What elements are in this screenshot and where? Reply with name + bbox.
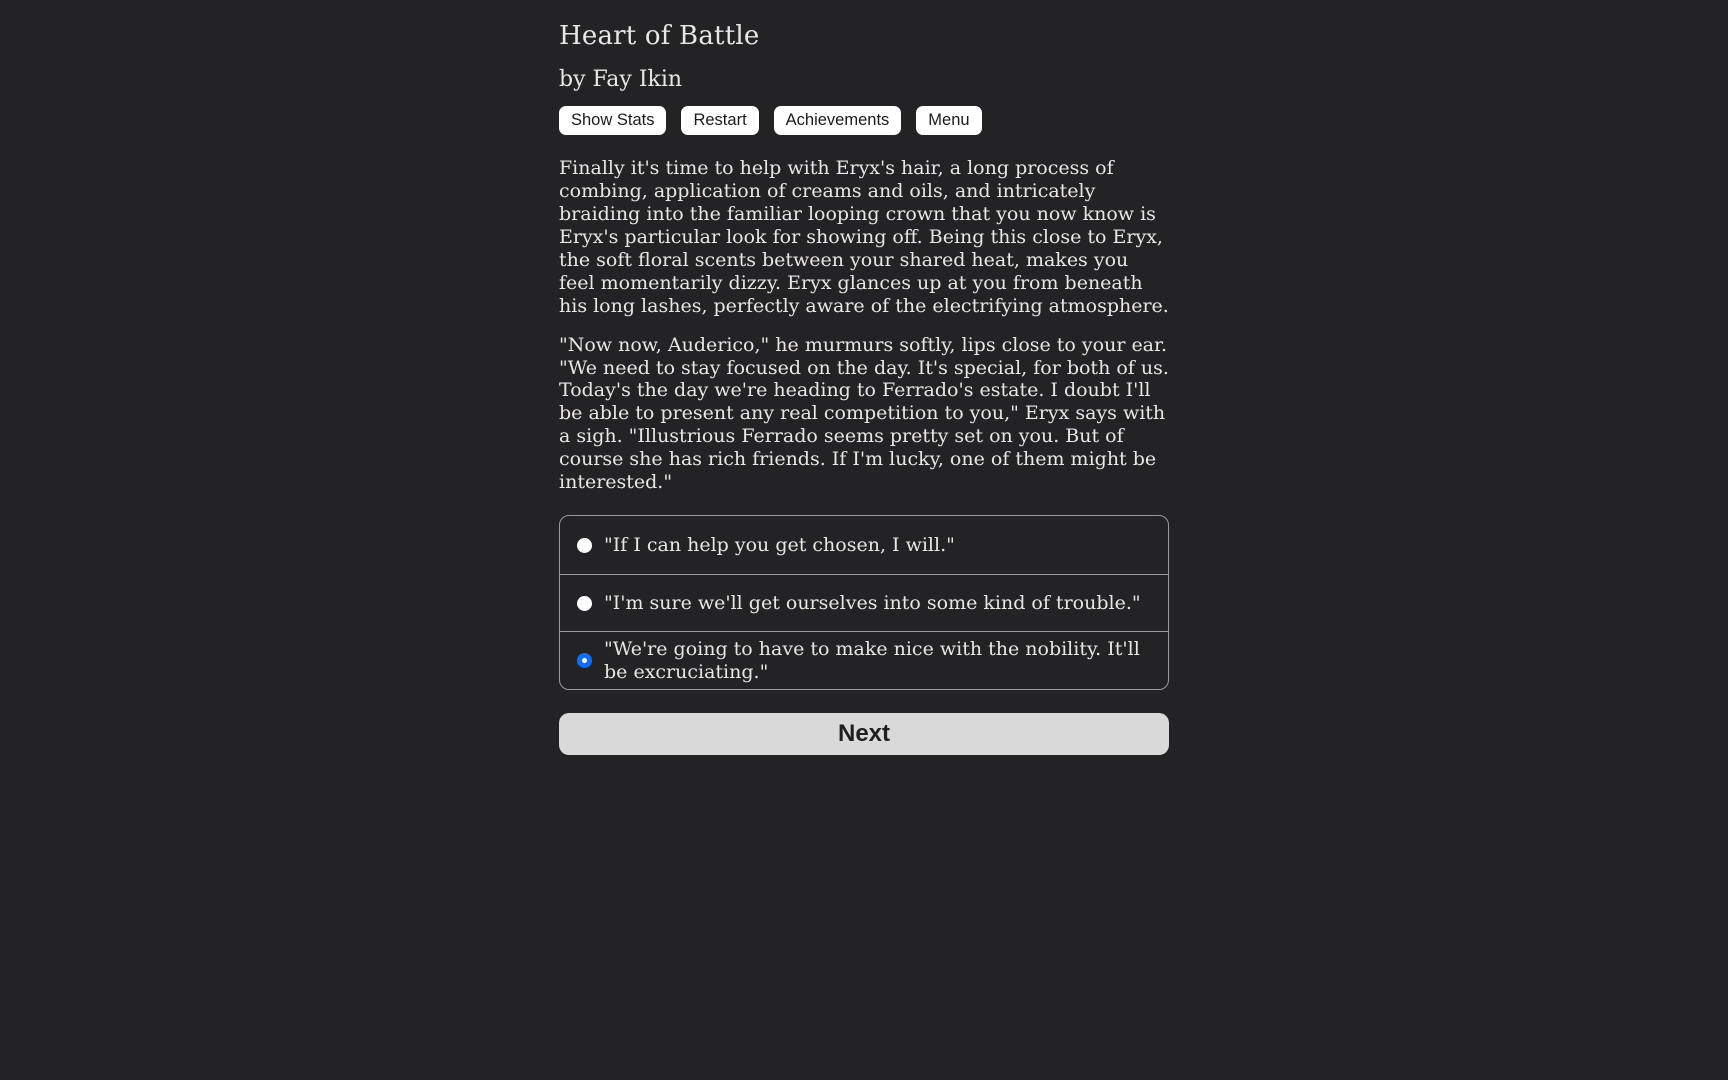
choice-option-2[interactable] — [560, 574, 1168, 632]
achievements-button[interactable]: Achievements — [774, 106, 902, 135]
choice-option-1[interactable] — [560, 516, 1168, 574]
restart-button[interactable]: Restart — [681, 106, 758, 135]
radio-unselected-icon[interactable] — [577, 538, 592, 553]
radio-unselected-icon[interactable] — [577, 596, 592, 611]
choice-option-label: "We're going to have to make nice with the nobility. It'll be excruciating." — [604, 637, 1140, 683]
choice-option-label: "I'm sure we'll get ourselves into some kind of trouble." — [604, 591, 1141, 614]
menu-button[interactable]: Menu — [916, 106, 981, 135]
choice-group — [559, 515, 1169, 690]
author-byline: by Fay Ikin — [559, 67, 683, 92]
game-page — [559, 0, 1169, 755]
toolbar — [559, 106, 1169, 135]
show-stats-button[interactable]: Show Stats — [559, 106, 666, 135]
story-text — [559, 157, 1169, 495]
story-paragraph: "Now now, Auderico," he murmurs softly, lips close to your ear. "We need to stay focused on the day. It's special, for both of us. Today's the day we're heading to Ferrado's estate. I doubt I'll be able to present any real competition to you," Eryx says with a sigh. "Illustrious Ferrado seems pretty set on you. But of course she has rich friends. If I'm lucky, one of them might be interested." — [559, 333, 1169, 494]
choice-option-3[interactable] — [560, 631, 1168, 689]
story-paragraph: Finally it's time to help with Eryx's hair, a long process of combing, application of creams and oils, and intricately braiding into the familiar looping crown that you now know is Eryx's particular look for showing off. Being this close to Eryx, the soft floral scents between your shared heat, makes you feel momentarily dizzy. Eryx glances up at you from beneath his long lashes, perfectly aware of the electrifying atmosphere. — [559, 156, 1169, 317]
next-button[interactable]: Next — [559, 713, 1169, 755]
choice-option-label: "If I can help you get chosen, I will." — [604, 533, 955, 556]
page-title: Heart of Battle — [559, 21, 760, 51]
radio-selected-icon[interactable] — [577, 653, 592, 668]
